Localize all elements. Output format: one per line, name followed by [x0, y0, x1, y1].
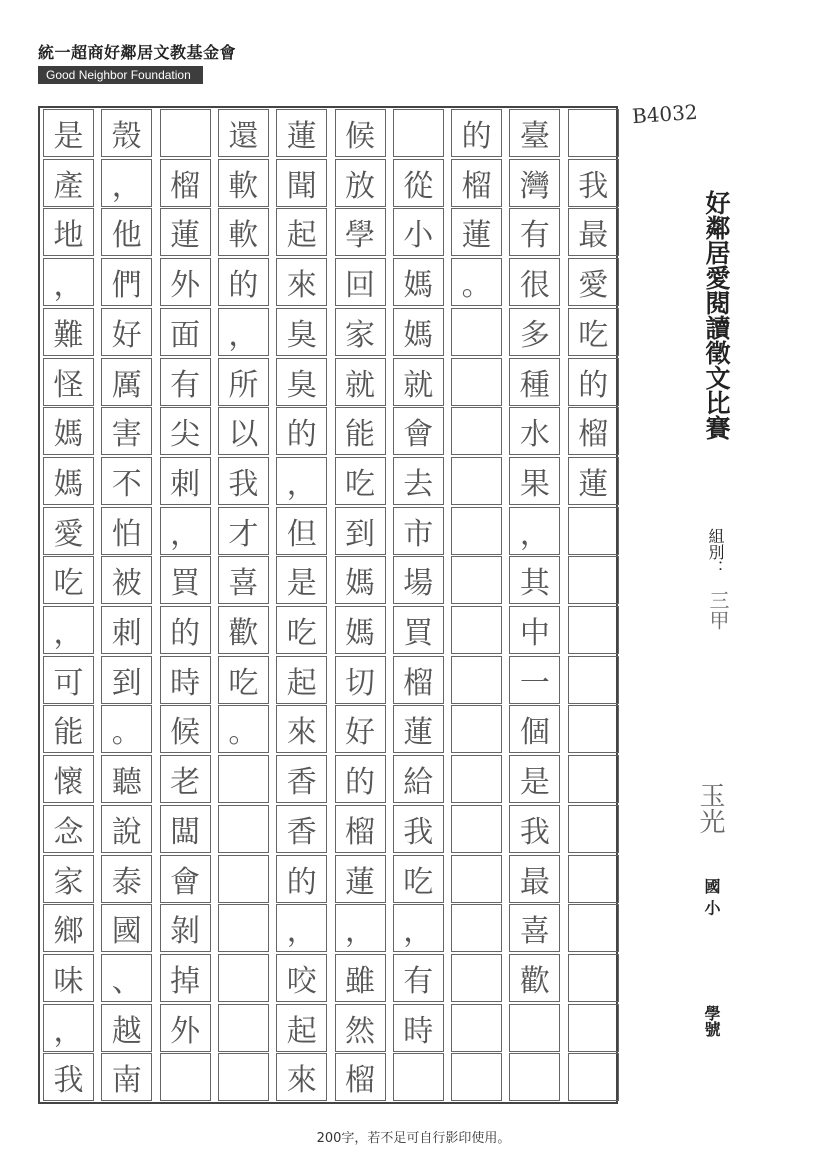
manuscript-cell — [509, 1053, 560, 1101]
manuscript-cell: 我 — [393, 805, 444, 853]
manuscript-cell: 很 — [509, 258, 560, 306]
manuscript-cell: 怕 — [101, 507, 152, 555]
manuscript-cell: 臺 — [509, 109, 560, 157]
manuscript-cell: 產 — [43, 159, 94, 207]
manuscript-cell: 來 — [276, 1053, 327, 1101]
manuscript-cell: 最 — [509, 855, 560, 903]
manuscript-cell: 中 — [509, 606, 560, 654]
manuscript-cell: 會 — [393, 407, 444, 455]
manuscript-cell: 我 — [218, 457, 269, 505]
manuscript-cell: 起 — [276, 656, 327, 704]
manuscript-cell: 榴 — [393, 656, 444, 704]
manuscript-cell — [568, 855, 619, 903]
manuscript-cell — [451, 805, 502, 853]
manuscript-cell: 從 — [393, 159, 444, 207]
manuscript-cell — [451, 358, 502, 406]
manuscript-cell: 起 — [276, 208, 327, 256]
manuscript-cell: 給 — [393, 755, 444, 803]
manuscript-cell: 到 — [101, 656, 152, 704]
manuscript-cell: 、 — [101, 954, 152, 1002]
manuscript-cell: 是 — [43, 109, 94, 157]
contest-title: 好鄰居愛閱讀徵文比賽 — [702, 190, 731, 440]
manuscript-cell: 厲 — [101, 358, 152, 406]
manuscript-cell: 是 — [509, 755, 560, 803]
manuscript-cell: 是 — [276, 556, 327, 604]
manuscript-cell: 外 — [160, 258, 211, 306]
manuscript-cell: 還 — [218, 109, 269, 157]
manuscript-cell: ， — [43, 1004, 94, 1052]
manuscript-cell: 被 — [101, 556, 152, 604]
manuscript-cell: ， — [393, 904, 444, 952]
manuscript-cell: 灣 — [509, 159, 560, 207]
manuscript-cell — [218, 1053, 269, 1101]
manuscript-cell: 軟 — [218, 159, 269, 207]
manuscript-cell: 時 — [393, 1004, 444, 1052]
manuscript-cell: 去 — [393, 457, 444, 505]
manuscript-cell: 媽 — [335, 556, 386, 604]
manuscript-cell: 水 — [509, 407, 560, 455]
manuscript-cell — [451, 308, 502, 356]
manuscript-cell: 味 — [43, 954, 94, 1002]
manuscript-cell — [568, 109, 619, 157]
manuscript-cell: 泰 — [101, 855, 152, 903]
manuscript-column — [43, 108, 94, 1102]
manuscript-cell: 能 — [43, 705, 94, 753]
manuscript-cell: 害 — [101, 407, 152, 455]
manuscript-column — [335, 108, 386, 1102]
manuscript-cell: 說 — [101, 805, 152, 853]
manuscript-cell — [451, 705, 502, 753]
manuscript-cell: 的 — [451, 109, 502, 157]
manuscript-cell: 老 — [160, 755, 211, 803]
entry-serial-number: B4032 — [631, 99, 699, 129]
group-value: 三甲 — [706, 590, 730, 630]
manuscript-cell: 們 — [101, 258, 152, 306]
group-label: 組別： — [706, 528, 725, 576]
manuscript-column — [393, 108, 444, 1102]
manuscript-cell: 南 — [101, 1053, 152, 1101]
manuscript-cell — [568, 954, 619, 1002]
manuscript-cell — [218, 1004, 269, 1052]
manuscript-column — [160, 108, 211, 1102]
manuscript-cell: 雖 — [335, 954, 386, 1002]
manuscript-cell: 喜 — [509, 904, 560, 952]
manuscript-cell: 香 — [276, 805, 327, 853]
manuscript-cell: 吃 — [393, 855, 444, 903]
manuscript-cell: 榴 — [335, 805, 386, 853]
manuscript-cell: 可 — [43, 656, 94, 704]
manuscript-cell: 到 — [335, 507, 386, 555]
manuscript-cell: 就 — [393, 358, 444, 406]
manuscript-cell: 的 — [218, 258, 269, 306]
manuscript-cell — [568, 805, 619, 853]
manuscript-cell — [451, 904, 502, 952]
manuscript-cell: 吃 — [335, 457, 386, 505]
manuscript-cell: 歡 — [218, 606, 269, 654]
manuscript-cell — [218, 755, 269, 803]
manuscript-cell: 的 — [276, 407, 327, 455]
foundation-name-chinese: 統一超商好鄰居文教基金會 — [38, 43, 237, 62]
manuscript-cell — [451, 656, 502, 704]
manuscript-cell: 一 — [509, 656, 560, 704]
foundation-header — [38, 40, 236, 84]
manuscript-cell — [218, 855, 269, 903]
manuscript-cell: ， — [335, 904, 386, 952]
manuscript-cell: 最 — [568, 208, 619, 256]
school-name: 玉光 — [695, 782, 725, 834]
manuscript-cell: 臭 — [276, 358, 327, 406]
manuscript-cell: 聞 — [276, 159, 327, 207]
manuscript-cell — [451, 1004, 502, 1052]
manuscript-cell: 就 — [335, 358, 386, 406]
manuscript-cell: 好 — [101, 308, 152, 356]
manuscript-cell: 的 — [276, 855, 327, 903]
manuscript-cell: 愛 — [43, 507, 94, 555]
manuscript-cell: 種 — [509, 358, 560, 406]
manuscript-cell: 但 — [276, 507, 327, 555]
manuscript-cell — [509, 1004, 560, 1052]
manuscript-cell — [160, 109, 211, 157]
manuscript-cell: 放 — [335, 159, 386, 207]
manuscript-cell — [568, 755, 619, 803]
manuscript-cell: 越 — [101, 1004, 152, 1052]
manuscript-cell: 媽 — [43, 407, 94, 455]
manuscript-cell: 。 — [218, 705, 269, 753]
manuscript-cell: 咬 — [276, 954, 327, 1002]
manuscript-cell — [568, 556, 619, 604]
manuscript-column — [101, 108, 152, 1102]
manuscript-cell: 我 — [568, 159, 619, 207]
manuscript-cell: 難 — [43, 308, 94, 356]
manuscript-cell — [568, 904, 619, 952]
manuscript-cell: 蓮 — [160, 208, 211, 256]
manuscript-cell — [568, 656, 619, 704]
manuscript-cell: 有 — [393, 954, 444, 1002]
manuscript-cell — [393, 109, 444, 157]
manuscript-cell: 刺 — [101, 606, 152, 654]
student-id-label: 學號 — [702, 1005, 721, 1037]
manuscript-cell: 能 — [335, 407, 386, 455]
manuscript-cell: 場 — [393, 556, 444, 604]
manuscript-cell: 歡 — [509, 954, 560, 1002]
manuscript-cell: ， — [276, 457, 327, 505]
manuscript-cell: 吃 — [276, 606, 327, 654]
manuscript-cell: 軟 — [218, 208, 269, 256]
manuscript-column — [568, 108, 619, 1102]
manuscript-cell — [568, 606, 619, 654]
manuscript-cell: 所 — [218, 358, 269, 406]
manuscript-cell: 媽 — [335, 606, 386, 654]
manuscript-cell: 蓮 — [276, 109, 327, 157]
manuscript-cell: 蓮 — [451, 208, 502, 256]
manuscript-cell: 吃 — [218, 656, 269, 704]
manuscript-cell: 來 — [276, 258, 327, 306]
manuscript-cell — [218, 904, 269, 952]
manuscript-cell: 蓮 — [393, 705, 444, 753]
manuscript-cell: 怪 — [43, 358, 94, 406]
manuscript-cell — [393, 1053, 444, 1101]
manuscript-cell: 國 — [101, 904, 152, 952]
manuscript-cell: 鄉 — [43, 904, 94, 952]
manuscript-cell: 學 — [335, 208, 386, 256]
manuscript-cell — [451, 407, 502, 455]
manuscript-cell: 刺 — [160, 457, 211, 505]
manuscript-cell: ， — [43, 606, 94, 654]
page-footer-note: 200字，若不足可自行影印使用。 — [316, 1131, 511, 1146]
manuscript-cell: 的 — [160, 606, 211, 654]
manuscript-cell — [451, 855, 502, 903]
manuscript-cell: 好 — [335, 705, 386, 753]
manuscript-cell: 我 — [43, 1053, 94, 1101]
manuscript-cell: ， — [218, 308, 269, 356]
manuscript-grid — [38, 106, 618, 1104]
manuscript-cell: 家 — [335, 308, 386, 356]
manuscript-cell: 個 — [509, 705, 560, 753]
manuscript-cell — [160, 1053, 211, 1101]
manuscript-cell: 不 — [101, 457, 152, 505]
manuscript-cell — [218, 954, 269, 1002]
manuscript-cell: 媽 — [393, 308, 444, 356]
manuscript-cell: 剝 — [160, 904, 211, 952]
manuscript-cell: 候 — [335, 109, 386, 157]
manuscript-cell: 榴 — [335, 1053, 386, 1101]
manuscript-cell — [451, 606, 502, 654]
manuscript-cell: 念 — [43, 805, 94, 853]
manuscript-cell: 買 — [393, 606, 444, 654]
manuscript-cell — [568, 1004, 619, 1052]
manuscript-cell: ， — [43, 258, 94, 306]
manuscript-cell — [568, 705, 619, 753]
manuscript-cell: 蓮 — [335, 855, 386, 903]
manuscript-cell: 以 — [218, 407, 269, 455]
manuscript-column — [451, 108, 502, 1102]
manuscript-cell: 懷 — [43, 755, 94, 803]
manuscript-cell: 小 — [393, 208, 444, 256]
manuscript-cell: 榴 — [451, 159, 502, 207]
manuscript-cell: 榴 — [160, 159, 211, 207]
manuscript-cell: 會 — [160, 855, 211, 903]
manuscript-cell: 吃 — [43, 556, 94, 604]
manuscript-cell: ， — [276, 904, 327, 952]
manuscript-cell: 。 — [101, 705, 152, 753]
foundation-name-english: Good Neighbor Foundation — [38, 66, 203, 84]
manuscript-cell: 的 — [568, 358, 619, 406]
manuscript-cell: ， — [509, 507, 560, 555]
manuscript-cell: 起 — [276, 1004, 327, 1052]
manuscript-cell — [568, 507, 619, 555]
manuscript-cell — [218, 805, 269, 853]
manuscript-cell: 市 — [393, 507, 444, 555]
manuscript-cell: 香 — [276, 755, 327, 803]
manuscript-cell: 切 — [335, 656, 386, 704]
manuscript-cell: 然 — [335, 1004, 386, 1052]
manuscript-cell: 臭 — [276, 308, 327, 356]
manuscript-cell: 回 — [335, 258, 386, 306]
manuscript-cell: 家 — [43, 855, 94, 903]
manuscript-cell: 榴 — [568, 407, 619, 455]
manuscript-cell: 吃 — [568, 308, 619, 356]
manuscript-cell: 媽 — [43, 457, 94, 505]
manuscript-cell: 他 — [101, 208, 152, 256]
manuscript-cell — [451, 954, 502, 1002]
manuscript-cell: 有 — [160, 358, 211, 406]
manuscript-cell: 。 — [451, 258, 502, 306]
manuscript-cell: ， — [101, 159, 152, 207]
manuscript-cell: 外 — [160, 1004, 211, 1052]
manuscript-cell: 時 — [160, 656, 211, 704]
manuscript-cell: 殼 — [101, 109, 152, 157]
manuscript-column — [509, 108, 560, 1102]
manuscript-cell: 其 — [509, 556, 560, 604]
manuscript-cell: 蓮 — [568, 457, 619, 505]
manuscript-cell: 才 — [218, 507, 269, 555]
manuscript-cell — [451, 755, 502, 803]
manuscript-cell: 聽 — [101, 755, 152, 803]
manuscript-cell — [451, 1053, 502, 1101]
manuscript-cell: 尖 — [160, 407, 211, 455]
manuscript-cell: 面 — [160, 308, 211, 356]
school-label: 國 小 — [702, 878, 721, 916]
manuscript-cell: 喜 — [218, 556, 269, 604]
manuscript-cell — [451, 457, 502, 505]
manuscript-cell: 買 — [160, 556, 211, 604]
manuscript-cell: 闆 — [160, 805, 211, 853]
manuscript-cell: 的 — [335, 755, 386, 803]
manuscript-cell: 媽 — [393, 258, 444, 306]
manuscript-cell: 愛 — [568, 258, 619, 306]
manuscript-cell: 來 — [276, 705, 327, 753]
manuscript-cell: 掉 — [160, 954, 211, 1002]
manuscript-cell: 我 — [509, 805, 560, 853]
manuscript-cell: 候 — [160, 705, 211, 753]
manuscript-cell: 地 — [43, 208, 94, 256]
manuscript-cell — [451, 507, 502, 555]
manuscript-column — [276, 108, 327, 1102]
manuscript-cell: 多 — [509, 308, 560, 356]
manuscript-cell — [451, 556, 502, 604]
manuscript-cell: ， — [160, 507, 211, 555]
manuscript-cell: 果 — [509, 457, 560, 505]
manuscript-column — [218, 108, 269, 1102]
manuscript-cell: 有 — [509, 208, 560, 256]
manuscript-cell — [568, 1053, 619, 1101]
